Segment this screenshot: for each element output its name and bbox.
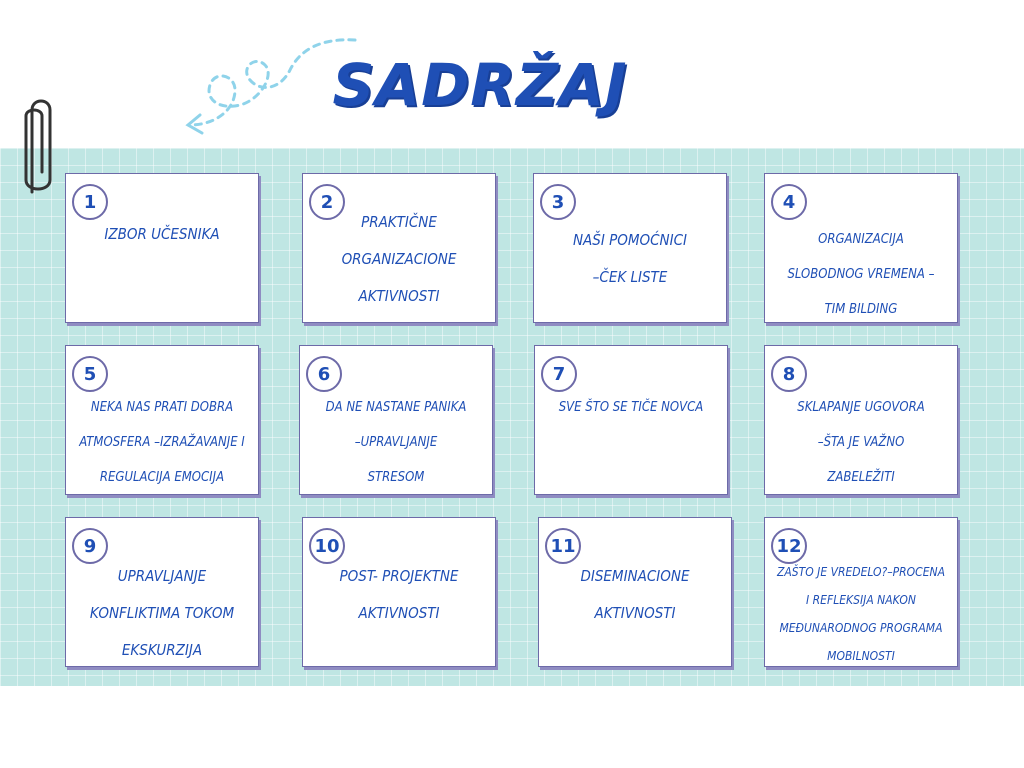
toc-card-7[interactable] [534,345,728,495]
number-badge: 4 [771,184,807,220]
card-label: NEKA NAS PRATI DOBRA ATMOSFERA –IZRAŽAVANJE I REGULACIJA EMOCIJA [79,400,245,485]
toc-card-4[interactable] [764,173,958,323]
card-label: DA NE NASTANE PANIKA –UPRAVLJANJE STRESOM [325,400,467,485]
card-label: SKLAPANJE UGOVORA –ŠTA JE VAŽNO ZABELEŽITI [797,400,925,485]
toc-card-2[interactable] [302,173,496,323]
number-badge: 11 [545,528,581,564]
card-label: NAŠI POMOĆNICI –ČEK LISTE [572,231,688,286]
number-badge: 9 [72,528,108,564]
number-badge: 2 [309,184,345,220]
card-label: ZAŠTO JE VREDELO?–PROCENA I REFLEKSIJA NAKON MEĐUNARODNOG PROGRAMA MOBILNOSTI [776,565,945,663]
paperclip-icon [18,92,58,202]
toc-card-6[interactable] [299,345,493,495]
card-label: ORGANIZACIJA SLOBODNOG VREMENA – TIM BILDING [787,232,935,317]
number-badge: 10 [309,528,345,564]
number-badge: 12 [771,528,807,564]
card-label: DISEMINACIONE AKTIVNOSTI [580,567,690,622]
card-label: PRAKTIČNE ORGANIZACIONE AKTIVNOSTI [341,213,457,305]
card-label: SVE ŠTO SE TIČE NOVCA [558,400,704,415]
number-badge: 1 [72,184,108,220]
number-badge: 7 [541,356,577,392]
number-badge: 8 [771,356,807,392]
toc-card-12[interactable] [764,517,958,667]
toc-card-9[interactable] [65,517,259,667]
card-label: UPRAVLJANJE KONFLIKTIMA TOKOM EKSKURZIJA [89,567,235,659]
toc-card-8[interactable] [764,345,958,495]
toc-card-1[interactable] [65,173,259,323]
card-label: POST- PROJEKTNE AKTIVNOSTI [339,567,459,622]
number-badge: 6 [306,356,342,392]
toc-card-5[interactable] [65,345,259,495]
number-badge: 5 [72,356,108,392]
card-label: IZBOR UČESNIKA [104,225,220,243]
toc-card-10[interactable] [302,517,496,667]
page-title: SADRŽAJ [332,51,628,119]
toc-card-11[interactable] [538,517,732,667]
number-badge: 3 [540,184,576,220]
toc-card-3[interactable] [533,173,727,323]
